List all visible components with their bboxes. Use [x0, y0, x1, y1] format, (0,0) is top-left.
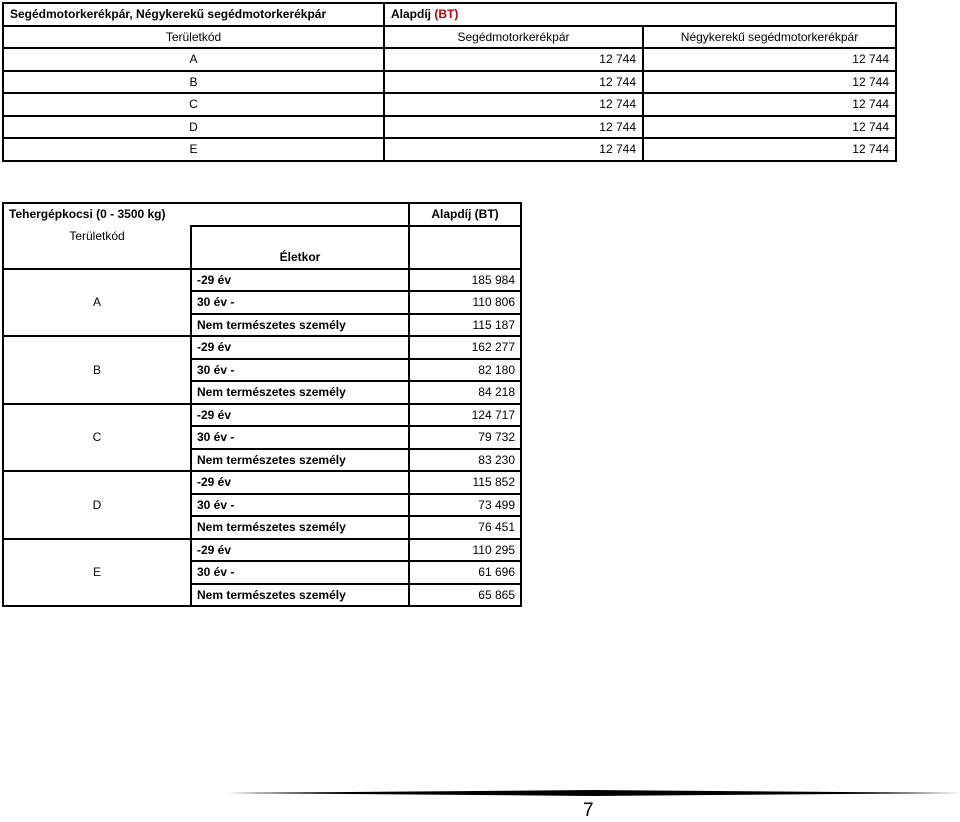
table-row	[3, 269, 521, 292]
alapdij-header	[384, 3, 896, 26]
moped-value: 12 744	[384, 116, 643, 139]
truck-tariff-table	[2, 202, 522, 607]
premium-value: 162 277	[409, 336, 521, 359]
premium-value: 185 984	[409, 269, 521, 292]
premium-value: 115 187	[409, 314, 521, 337]
moped-value: 12 744	[384, 93, 643, 116]
header-row	[3, 247, 521, 269]
alapdij-header: Alapdíj (BT)	[409, 203, 521, 226]
footer-rule	[227, 790, 960, 796]
age-group: Nem természetes személy	[191, 516, 409, 539]
teruletkod-header: Területkód	[3, 26, 384, 49]
age-group: 30 év -	[191, 494, 409, 517]
age-group: Nem természetes személy	[191, 381, 409, 404]
moped-tariff-table	[2, 2, 897, 162]
page-number: 7	[583, 800, 594, 821]
region-code: B	[3, 336, 191, 404]
region-code: D	[3, 471, 191, 539]
premium-value: 82 180	[409, 359, 521, 382]
quad-value: 12 744	[643, 116, 896, 139]
moped-value: 12 744	[384, 71, 643, 94]
table-row	[3, 48, 896, 71]
quad-value: 12 744	[643, 71, 896, 94]
header-row	[3, 226, 521, 248]
age-group: -29 év	[191, 471, 409, 494]
eletkor-header: Életkor	[191, 247, 409, 269]
premium-value: 83 230	[409, 449, 521, 472]
age-group: 30 év -	[191, 291, 409, 314]
quad-value: 12 744	[643, 93, 896, 116]
premium-value: 124 717	[409, 404, 521, 427]
region-code: A	[3, 48, 384, 71]
table-title-row	[3, 3, 896, 26]
table-row	[3, 93, 896, 116]
premium-value: 115 852	[409, 471, 521, 494]
age-group: 30 év -	[191, 561, 409, 584]
bt-label: (BT)	[434, 7, 459, 22]
region-code: E	[3, 138, 384, 161]
table-row	[3, 404, 521, 427]
region-code: C	[3, 404, 191, 472]
region-code: E	[3, 539, 191, 607]
table-row	[3, 116, 896, 139]
table-title-row	[3, 203, 521, 226]
age-group: Nem természetes személy	[191, 584, 409, 607]
age-group: -29 év	[191, 404, 409, 427]
premium-value: 79 732	[409, 426, 521, 449]
moped-header: Segédmotorkerékpár	[384, 26, 643, 49]
premium-value: 76 451	[409, 516, 521, 539]
age-group: 30 év -	[191, 359, 409, 382]
region-code: C	[3, 93, 384, 116]
table-row	[3, 539, 521, 562]
age-group: 30 év -	[191, 426, 409, 449]
moped-table-title: Segédmotorkerékpár, Négykerekű segédmotorkerékpár	[3, 3, 384, 26]
moped-value: 12 744	[384, 138, 643, 161]
premium-value: 110 806	[409, 291, 521, 314]
age-group: -29 év	[191, 269, 409, 292]
moped-value: 12 744	[384, 48, 643, 71]
age-group: -29 év	[191, 539, 409, 562]
alapdij-label: Alapdíj	[391, 7, 432, 22]
premium-value: 61 696	[409, 561, 521, 584]
quad-value: 12 744	[643, 138, 896, 161]
table-row	[3, 471, 521, 494]
column-header-row	[3, 26, 896, 49]
region-code: D	[3, 116, 384, 139]
table-row	[3, 138, 896, 161]
age-group: Nem természetes személy	[191, 314, 409, 337]
teruletkod-header: Területkód	[3, 226, 191, 248]
age-group: Nem természetes személy	[191, 449, 409, 472]
age-group: -29 év	[191, 336, 409, 359]
premium-value: 110 295	[409, 539, 521, 562]
premium-value: 84 218	[409, 381, 521, 404]
region-code: B	[3, 71, 384, 94]
table-row	[3, 71, 896, 94]
table-row	[3, 336, 521, 359]
region-code: A	[3, 269, 191, 337]
premium-value: 73 499	[409, 494, 521, 517]
quad-value: 12 744	[643, 48, 896, 71]
quad-header: Négykerekű segédmotorkerékpár	[643, 26, 896, 49]
premium-value: 65 865	[409, 584, 521, 607]
truck-table-title: Tehergépkocsi (0 - 3500 kg)	[3, 203, 409, 226]
